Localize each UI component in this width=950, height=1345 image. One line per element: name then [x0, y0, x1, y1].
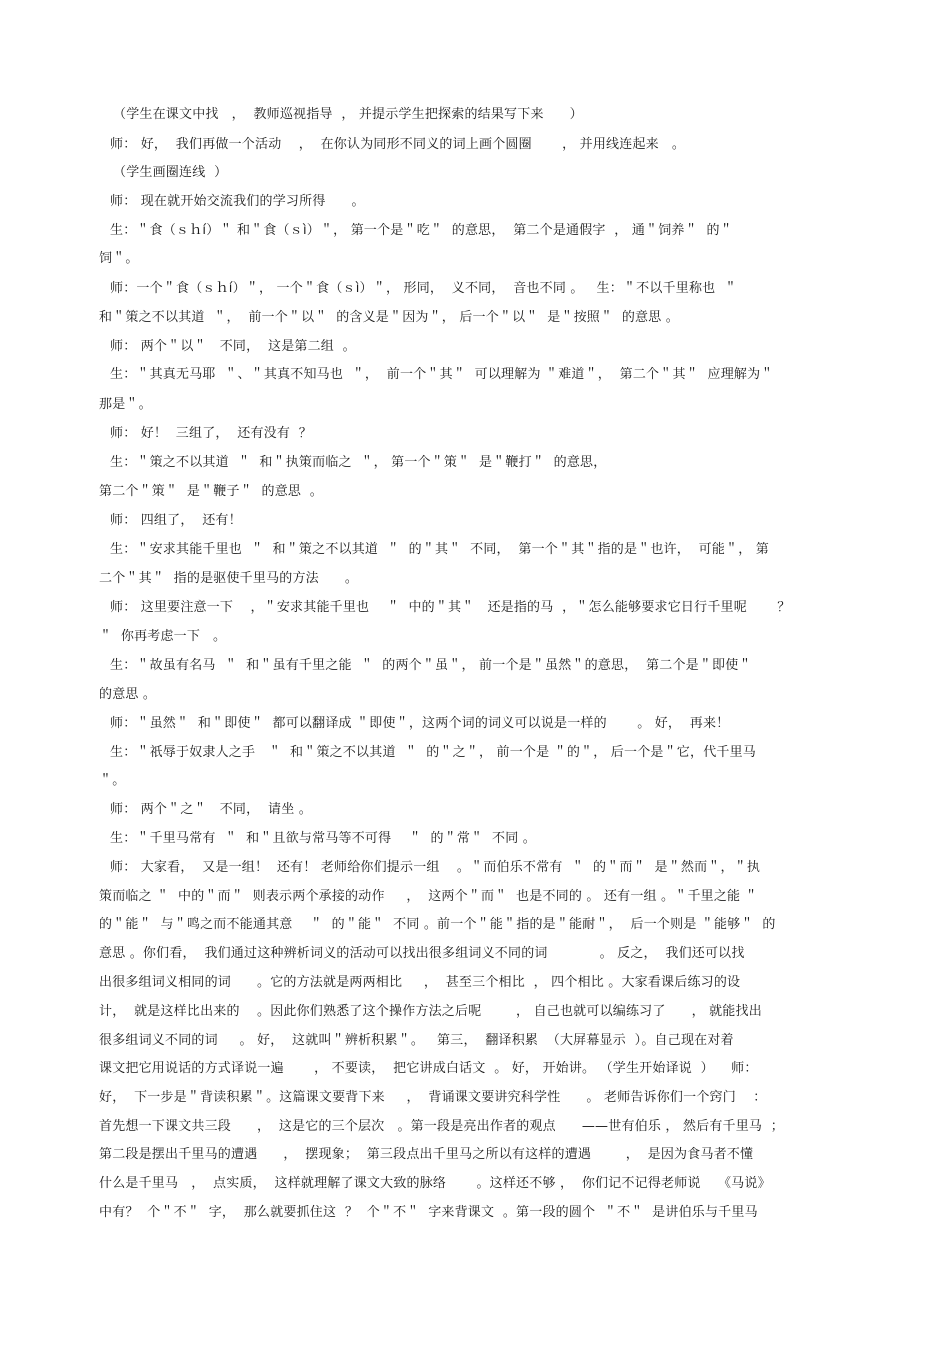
text-line: 生：＂策之不以其道 ＂ 和＂执策而临之 ＂， 第一个＂策＂ 是＂鞭打＂ 的意思，	[110, 455, 607, 470]
text-line: 和＂策之不以其道 ＂， 前一个＂以＂ 的含义是＂因为＂， 后一个＂以＂ 是＂按照＂ 的意思 。	[99, 310, 679, 325]
text-line: 意思 。你们看， 我们通过这种辨析词义的活动可以找出很多组词义不同的词 。 反之， 我们还可以找	[99, 946, 745, 961]
text-line: 很多组词义不同的词 。 好， 这就叫＂辨析积累＂。 第三， 翻译积累 （大屏幕显示 ）。自己现在对着	[99, 1033, 734, 1048]
text-line: 师： 两个＂之＂ 不同， 请坐 。	[110, 802, 312, 817]
text-line: 的＂能＂ 与＂鸣之而不能通其意 ＂ 的＂能＂ 不同 。前一个＂能＂指的是＂能耐＂， 后一个则是 ＂能够＂ 的	[99, 917, 776, 932]
text-line: 师： 好！ 三组了， 还有没有 ？	[110, 426, 312, 441]
text-line: 什么是千里马 ， 点实质， 这样就理解了课文大致的脉络 。这样还不够 ， 你们记不记得老师说 《马说》	[99, 1176, 771, 1191]
text-line: 师： 这里要注意一下 ，＂安求其能千里也 ＂ 中的＂其＂ 还是指的马 ，＂怎么能够要求它日行千里呢 ？	[110, 600, 791, 615]
text-line: 第二段是摆出千里马的遭遇 ， 摆现象； 第三段点出千里马之所以有这样的遭遇 ， 是因为食马者不懂	[99, 1147, 754, 1162]
text-line: （学生画圈连线 ）	[113, 165, 228, 180]
text-line: 计， 就是这样比出来的 。因此你们熟悉了这个操作方法之后呢 ， 自己也就可以编练习了 ， 就能找出	[99, 1004, 762, 1019]
text-line: 生：＂千里马常有 ＂ 和＂且欲与常马等不可得 ＂ 的＂常＂ 不同 。	[110, 831, 536, 846]
text-line: 课文把它用说话的方式译说一遍 ， 不要读， 把它讲成白话文 。 好， 开始讲。 （学生开始译说 ） 师：	[99, 1061, 758, 1076]
text-line: 好， 下一步是＂背读积累＂。这篇课文要背下来 ， 背诵课文要讲究科学性 。 老师告诉你们一个窍门 ：	[99, 1090, 767, 1105]
text-line: 首先想一下课文共三段 ， 这是它的三个层次 。第一段是亮出作者的观点 ——世有伯乐 ， 然后有千里马 ；	[99, 1119, 784, 1134]
text-line: 师： 好， 我们再做一个活动 ， 在你认为同形不同义的词上画个圆圈 ， 并用线连起来 。	[110, 137, 686, 152]
text-line: 中有？ 个＂不＂ 字， 那么就要抓住这 ？ 个＂不＂ 字来背课文 。第一段的圆个 ＂不＂ 是讲伯乐与千里马	[99, 1205, 758, 1220]
text-line: 出很多组词义相同的词 。它的方法就是两两相比 ， 甚至三个相比 ， 四个相比 。大家看课后练习的设	[99, 975, 741, 990]
text-line: 生：＂安求其能千里也 ＂ 和＂策之不以其道 ＂ 的＂其＂ 不同， 第一个＂其＂指的是＂也许， 可能＂， 第	[110, 542, 769, 557]
text-line: 师：一个＂食（ｓｈí）＂， 一个＂食（ｓì）＂， 形同， 义不同， 音也不同 。 生：＂不以千里称也 ＂	[110, 281, 738, 296]
text-line: 师： 四组了， 还有！	[110, 513, 242, 528]
text-line: 师： 大家看， 又是一组！ 还有！ 老师给你们提示一组 。＂而伯乐不常有 ＂ 的＂而＂ 是＂然而＂，＂执	[110, 860, 761, 875]
text-line: ＂。	[99, 773, 126, 788]
text-line: 生：＂食（ｓｈí）＂ 和＂食（ｓì）＂， 第一个是＂吃＂ 的意思， 第二个是通假字 ， 通＂饲养＂ 的＂	[110, 223, 733, 238]
text-line: 生：＂祇辱于奴隶人之手 ＂ 和＂策之不以其道 ＂ 的＂之＂， 前一个是 ＂的＂， 后一个是＂它，代千里马	[110, 745, 756, 760]
text-line: 饲＂。	[99, 251, 139, 266]
text-line: 第二个＂策＂ 是＂鞭子＂ 的意思 。	[99, 484, 323, 499]
text-line: 师： 现在就开始交流我们的学习所得 。	[110, 194, 365, 209]
text-line: 那是＂。	[99, 397, 152, 412]
text-line: 策而临之 ＂ 中的＂而＂ 则表示两个承接的动作 ， 这两个＂而＂ 也是不同的 。 还有一组 。＂千里之能 ＂	[99, 889, 758, 904]
text-line: （学生在课文中找 ， 教师巡视指导 ， 并提示学生把探索的结果写下来 ）	[113, 107, 583, 122]
text-line: 生：＂故虽有名马 ＂ 和＂虽有千里之能 ＂ 的两个＂虽＂， 前一个是＂虽然＂的意思， 第二个是＂即使＂	[110, 658, 752, 673]
text-line: 的意思 。	[99, 687, 157, 702]
text-line: 师： 两个＂以＂ 不同， 这是第二组 。	[110, 339, 356, 354]
text-line: ＂ 你再考虑一下 。	[99, 629, 227, 644]
text-line: 二个＂其＂ 指的是驱使千里马的方法 。	[99, 571, 359, 586]
text-line: 生：＂其真无马耶 ＂、＂其真不知马也 ＂， 前一个＂其＂ 可以理解为 ＂难道＂， 第二个＂其＂ 应理解为＂	[110, 367, 774, 382]
text-line: 师：＂虽然＂ 和＂即使＂ 都可以翻译成 ＂即使＂，这两个词的词义可以说是一样的 。 好， 再来！	[110, 716, 730, 731]
